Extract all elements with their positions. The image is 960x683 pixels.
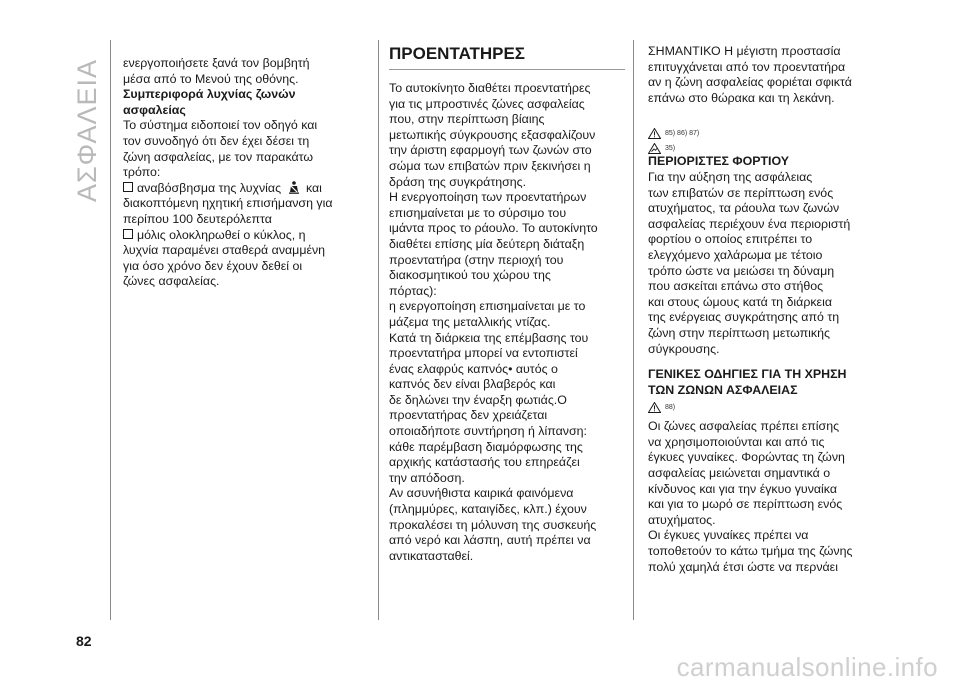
caution-icon <box>648 143 661 154</box>
text-line: τοποθετούν το κάτω τμήμα της ζώνης <box>648 544 853 559</box>
heading-general-instructions: ΓΕΝΙΚΕΣ ΟΔΗΓΙΕΣ ΓΙΑ ΤΗ ΧΡΗΣΗ <box>648 367 847 382</box>
caution-refs-row <box>648 143 888 154</box>
column-a <box>123 56 368 290</box>
load-limiters-body <box>648 170 888 357</box>
text-line: πόρτας): <box>389 283 437 298</box>
text-line: περίπου 100 δευτερόλεπτα <box>123 211 272 226</box>
text-line: διαθέτει επίσης μία δεύτερη διάταξη <box>389 236 585 251</box>
text-line: τον συνοδηγό ότι δεν έχει δέσει τη <box>123 133 310 148</box>
warning-triangle-icon <box>648 402 661 413</box>
text-line: κάθε παρέμβαση διαμόρφωσης της <box>389 439 583 454</box>
text-line: την απόδοση. <box>389 470 465 485</box>
text-line: αρχικής κατάστασής του επηρεάζει <box>389 455 580 470</box>
heading-general-instructions-cont: ΤΩΝ ΖΩΝΩΝ ΑΣΦΑΛΕΙΑΣ <box>648 382 798 397</box>
text-line: (πλημμύρες, καταιγίδες, κλπ.) έχουν <box>389 502 587 517</box>
text-line: μάζεμα της μεταλλικής ντίζας. <box>389 314 551 329</box>
warning-refs: 85) 86) 87) <box>665 130 700 138</box>
text-line: διακοπτόμενη ηχητική επισήμανση για <box>123 196 333 211</box>
text-line: επάνω στο θώρακα και τη λεκάνη. <box>648 90 835 105</box>
text-line: Κατά τη διάρκεια της επέμβασης του <box>389 330 589 345</box>
seatbelt-warning-icon <box>288 181 300 194</box>
text-line: τρόπο: <box>123 165 161 180</box>
column-c <box>648 44 888 575</box>
text-line: ζώνη στην περίπτωση μετωπικής <box>648 325 830 340</box>
subheading: Συμπεριφορά λυχνίας ζωνών <box>123 87 296 102</box>
text-line: αντικατασταθεί. <box>389 548 474 563</box>
text-line: ατυχήματος, τα ράουλα των ζωνών <box>648 201 840 216</box>
text-line: δε δηλώνει την έναρξη φωτιάς.Ο <box>389 392 567 407</box>
text-line: δράση της συγκράτησης. <box>389 174 527 189</box>
text-line: την άριστη εφαρμογή των ζωνών στο <box>389 143 592 158</box>
general-instructions-body <box>648 419 888 575</box>
text-line: ιμάντα προς το ράουλο. Το αυτοκίνητο <box>389 221 598 236</box>
text-line: λυχνία παραμένει σταθερά αναμμένη <box>123 243 326 258</box>
heading-load-limiters: ΠΕΡΙΟΡΙΣΤΕΣ ΦΟΡΤΙΟΥ <box>648 154 790 169</box>
text-line: Το αυτοκίνητο διαθέτει προεντατήρες <box>389 81 591 95</box>
text-line: από νερό και λάσπη, αυτή πρέπει να <box>389 533 591 548</box>
text-line: φορτίου ο οποίος επιτρέπει το <box>648 232 813 247</box>
text-line: οποιαδήποτε συντήρηση ή λίπανση: <box>389 424 587 439</box>
text-line: για όσο χρόνο δεν έχουν δεθεί οι <box>123 258 303 273</box>
text-line: και στους ώμους κατά τη διάρκεια <box>648 294 833 309</box>
bullet-square-icon <box>123 182 133 192</box>
text-line: ατυχήματος. <box>648 512 716 527</box>
text-line: ενεργοποιήσετε ξανά τον βομβητή <box>123 56 310 70</box>
text-line: ζώνες ασφαλείας. <box>123 274 220 289</box>
text-line: ΣΗΜΑΝΤΙΚΟ Η μέγιστη προστασία <box>648 44 841 58</box>
subheading: ασφαλείας <box>123 102 186 117</box>
column-divider-1 <box>378 40 379 620</box>
text-line: προκαλέσει τη μόλυνση της συσκευής <box>389 517 597 532</box>
text-line: προεντατήρας δεν χρειάζεται <box>389 408 548 423</box>
section-side-tab-label: ΑΣΦΑΛΕΙΑ <box>72 58 103 202</box>
watermark: carmanualsonline.info <box>676 652 938 682</box>
page-number: 82 <box>76 633 92 649</box>
text-line: που ασκείται επάνω στο στήθος <box>648 279 824 294</box>
bullet-text: αναβόσβησμα της λυχνίας <box>137 180 282 195</box>
text-line: κίνδυνος και για την έγκυο γυναίκα <box>648 481 838 496</box>
text-line: των επιβατών σε περίπτωση ενός <box>648 185 834 200</box>
text-line: η ενεργοποίηση επισημαίνεται με το <box>389 299 586 314</box>
column-b <box>389 44 625 564</box>
warning-refs-row <box>648 128 888 139</box>
text-line: επισημαίνεται με το σύρσιμο του <box>389 205 567 220</box>
text-inline: και <box>305 180 322 195</box>
text-line: Οι έγκυες γυναίκες πρέπει να <box>648 528 809 543</box>
text-line: σύγκρουσης. <box>648 341 720 356</box>
text-line: Για την αύξηση της ασφάλειας <box>648 169 813 184</box>
text-line: Η ενεργοποίηση των προεντατήρων <box>389 190 587 205</box>
text-line: τρόπο ώστε να μειώσει τη δύναμη <box>648 263 835 278</box>
text-line: καπνός δεν είναι βλαβερός και <box>389 377 556 392</box>
text-line: Αν ασυνήθιστα καιρικά φαινόμενα <box>389 486 574 501</box>
text-line: μέσα από το Μενού της οθόνης. <box>123 71 299 86</box>
caution-refs: 35) <box>665 145 676 153</box>
column-divider-2 <box>633 40 634 620</box>
warning-refs: 88) <box>665 404 676 412</box>
bullet-line <box>123 181 368 197</box>
text-line: σώμα των επιβατών πριν ξεκινήσει η <box>389 158 591 173</box>
text-line: ασφαλείας περιέχουν ένα περιοριστή <box>648 216 851 231</box>
bullet-line <box>123 228 368 244</box>
text-line: ζώνη ασφαλείας, με τον παρακάτω <box>123 149 314 164</box>
bullet-square-icon <box>123 229 133 239</box>
text-line: ασφαλείας μειώνεται σημαντικά ο <box>648 466 831 481</box>
text-line: μετωπικής σύγκρουσης εξασφαλίζουν <box>389 127 596 142</box>
text-line: ελεγχόμενο χαλάρωμα με τέτοιο <box>648 247 823 262</box>
text-line: και για το μωρό σε περίπτωση ενός <box>648 497 843 512</box>
bullet-text: μόλις ολοκληρωθεί ο κύκλος, η <box>137 227 306 242</box>
warning-triangle-icon <box>648 128 661 139</box>
text-line: αν η ζώνη ασφαλείας φοριέται σφικτά <box>648 75 852 90</box>
text-line: έγκυες γυναίκες. Φορώντας τη ζώνη <box>648 450 845 465</box>
text-line: ένας ελαφρύς καπνός• αυτός ο <box>389 361 558 376</box>
warning-refs-row-2 <box>648 402 888 413</box>
left-divider <box>110 40 111 620</box>
text-line: προεντατήρα (στην περιοχή του <box>389 252 564 267</box>
text-line: να χρησιμοποιούνται και από τις <box>648 434 825 449</box>
text-line: της ενέργειας συγκράτησης από τη <box>648 310 840 325</box>
text-line: προεντατήρα μπορεί να εντοπιστεί <box>389 346 578 361</box>
section-title: ΠΡΟΕΝΤΑΤΗΡΕΣ <box>389 44 625 70</box>
text-line: Το σύστημα ειδοποιεί τον οδηγό και <box>123 118 318 133</box>
important-note <box>648 44 888 106</box>
text-line: Οι ζώνες ασφαλείας πρέπει επίσης <box>648 419 840 434</box>
text-line: πολύ χαμηλά έτσι ώστε να περνάει <box>648 559 838 574</box>
text-line: για τις μπροστινές ζώνες ασφαλείας <box>389 96 585 111</box>
text-line: επιτυγχάνεται από τον προεντατήρα <box>648 59 846 74</box>
text-line: που, στην περίπτωση βίαιης <box>389 112 545 127</box>
column-b-body <box>389 81 625 564</box>
text-line: διακοσμητικού του χώρου της <box>389 268 551 283</box>
section-side-tab <box>66 60 110 200</box>
